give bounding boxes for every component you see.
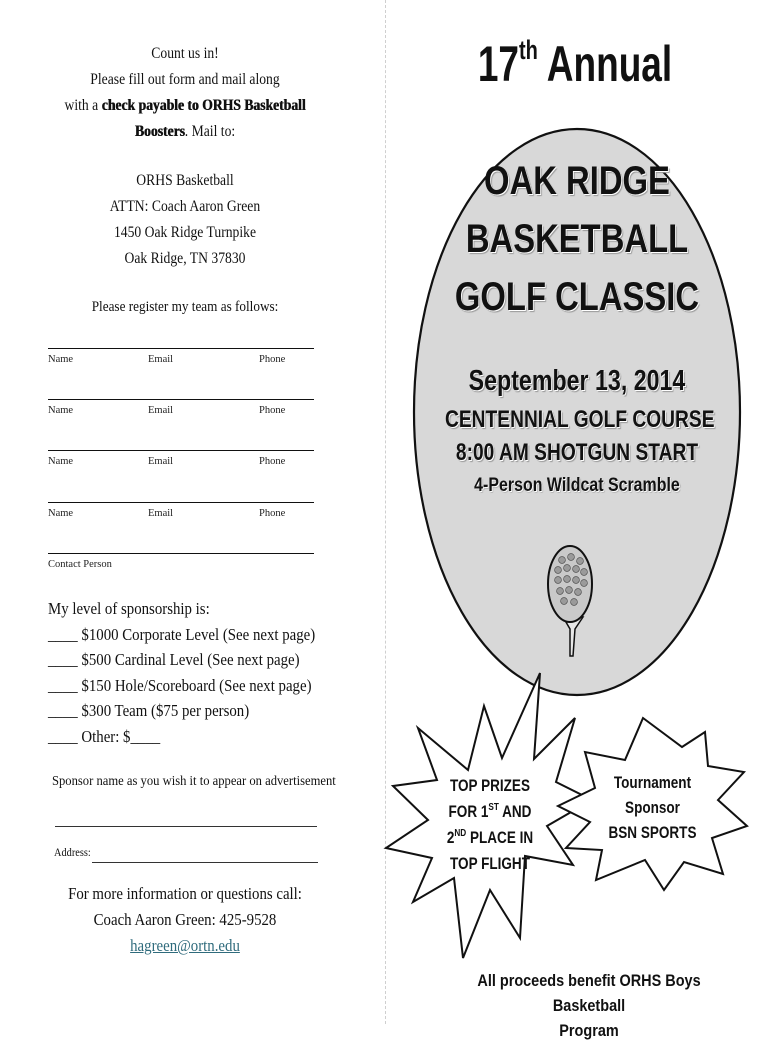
sponsorship-option[interactable]: ____ $300 Team ($75 per person) <box>48 701 250 721</box>
phone-label: Phone <box>259 405 286 416</box>
address-line: 1450 Oak Ridge Turnpike <box>113 224 257 241</box>
sponsor-line-1: Tournament <box>613 774 692 792</box>
prizes-line-4: TOP FLIGHT <box>450 855 530 873</box>
prizes-line-3-suffix: PLACE IN <box>466 829 534 847</box>
contact-email-link[interactable]: hagreen@ortn.edu <box>130 936 240 955</box>
prizes-line-2-suffix: AND <box>498 803 532 821</box>
event-start: 8:00 AM SHOTGUN START <box>455 439 699 466</box>
name-label: Name <box>48 456 74 467</box>
prizes-line-3-sup: ND <box>454 828 467 839</box>
sponsorship-option[interactable]: ____ $1000 Corporate Level (See next page) <box>48 624 316 644</box>
prizes-line-3 <box>433 825 548 851</box>
mail-to-text: . Mail to: <box>184 123 236 140</box>
email-label: Email <box>148 405 174 416</box>
phone-label: Phone <box>259 508 286 519</box>
coach-phone-line: Coach Aaron Green: 425-9528 <box>93 910 277 929</box>
contact-person-label: Contact Person <box>48 559 112 570</box>
check-payable-text: check payable to ORHS Basketball <box>101 97 306 114</box>
sponsor-name-label: Sponsor name as you wish it to appear on advertisement <box>52 774 336 789</box>
sponsorship-heading: My level of sponsorship is: <box>48 599 210 618</box>
sponsor-line-2: Sponsor <box>625 799 680 817</box>
sponsorship-option[interactable]: ____ $500 Cardinal Level (See next page) <box>48 650 300 670</box>
more-info-line: For more information or questions call: <box>68 884 302 903</box>
prizes-line-2 <box>433 799 548 825</box>
proceeds-note <box>474 968 704 1043</box>
event-course: CENTENNIAL GOLF COURSE <box>445 406 715 433</box>
event-title <box>442 152 713 326</box>
prizes-line-2-prefix: FOR 1 <box>448 803 489 821</box>
phone-label: Phone <box>259 354 286 365</box>
boosters-text: Boosters <box>134 123 185 140</box>
proceeds-line-2: Program <box>559 1021 619 1040</box>
title-line: OAK RIDGE <box>484 159 670 203</box>
name-label: Name <box>48 354 74 365</box>
event-format: 4-Person Wildcat Scramble <box>474 475 680 496</box>
prizes-line-1: TOP PRIZES <box>450 777 530 795</box>
intro-line-1: Count us in! <box>151 45 219 62</box>
address-line: Oak Ridge, TN 37830 <box>124 250 246 267</box>
annual-suffix: th <box>519 35 538 65</box>
address-label: Address: <box>54 847 91 859</box>
email-label: Email <box>148 508 174 519</box>
sponsor-text <box>597 771 708 846</box>
title-line: GOLF CLASSIC <box>454 275 700 319</box>
prizes-text <box>433 773 548 877</box>
prizes-line-3-prefix: 2 <box>446 829 455 847</box>
register-heading: Please register my team as follows: <box>91 299 279 315</box>
email-label: Email <box>148 354 174 365</box>
annual-word: Annual <box>546 36 673 92</box>
name-label: Name <box>48 405 74 416</box>
intro-line-2: Please fill out form and mail along <box>90 71 280 88</box>
intro-prefix: with a <box>64 97 102 114</box>
proceeds-line-1: All proceeds benefit ORHS Boys Basketball <box>477 971 701 1015</box>
email-label: Email <box>148 456 174 467</box>
sponsor-line-3: BSN SPORTS <box>608 824 697 842</box>
address-line: ATTN: Coach Aaron Green <box>109 198 261 215</box>
annual-number: 17 <box>477 36 520 92</box>
prizes-line-2-sup: ST <box>488 802 499 813</box>
sponsorship-option[interactable]: ____ Other: $____ <box>48 726 161 746</box>
phone-label: Phone <box>259 456 286 467</box>
event-date: September 13, 2014 <box>468 365 686 397</box>
sponsorship-option[interactable]: ____ $150 Hole/Scoreboard (See next page) <box>48 675 312 695</box>
title-line: BASKETBALL <box>465 217 689 261</box>
name-label: Name <box>48 508 74 519</box>
address-line: ORHS Basketball <box>136 172 234 189</box>
